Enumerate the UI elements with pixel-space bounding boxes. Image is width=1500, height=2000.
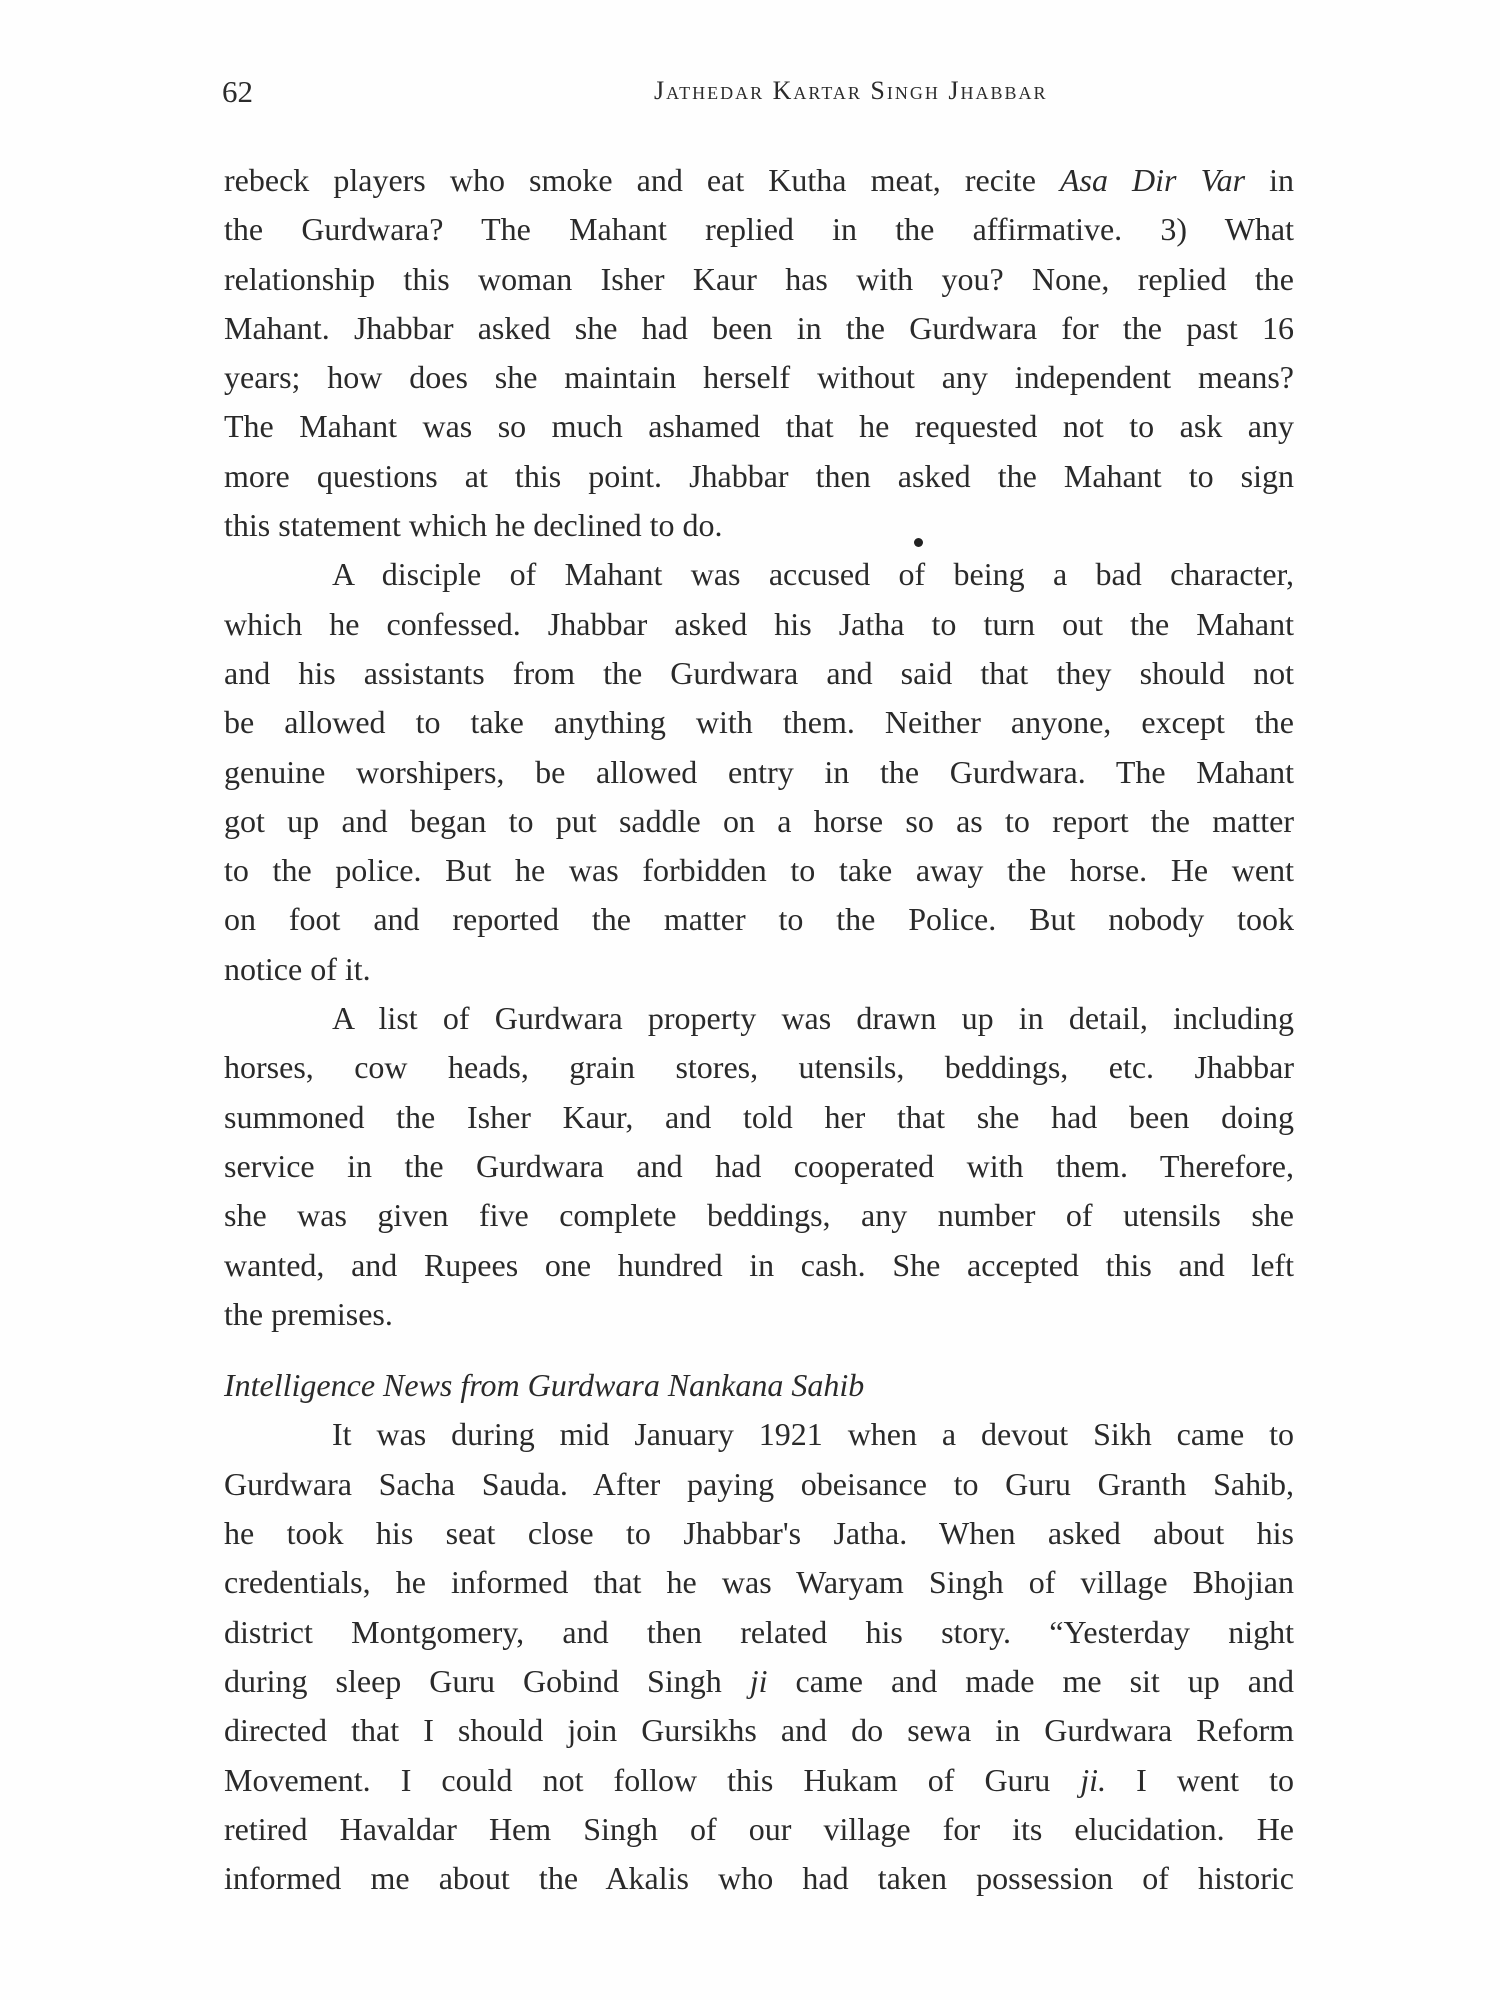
text-line [224, 1410, 1294, 1459]
text-run: years; how does she maintain herself without any independent means? [224, 359, 1294, 396]
text-line [224, 402, 1294, 451]
text-line [224, 1093, 1294, 1142]
text-line [224, 1191, 1294, 1240]
text-line [224, 1043, 1294, 1092]
text-run: in [1245, 162, 1294, 198]
text-line [224, 1558, 1294, 1607]
text-line [224, 1460, 1294, 1509]
text-line [224, 1805, 1294, 1854]
text-line [224, 649, 1294, 698]
paragraph [224, 1410, 1294, 1903]
text-line [224, 1854, 1294, 1903]
text-run: I went to [1106, 1761, 1295, 1798]
text-run: notice of it. [224, 950, 371, 987]
text-line [224, 748, 1294, 797]
paragraph [224, 994, 1294, 1339]
text-run: Mahant. Jhabbar asked she had been in the Gurdwara for the past 16 [224, 309, 1294, 346]
text-run: which he confessed. Jhabbar asked his Jatha to turn out the Mahant [224, 605, 1294, 642]
text-run: more questions at this point. Jhabbar then asked the Mahant to sign [224, 457, 1294, 494]
text-run: and his assistants from the Gurdwara and said that they should not [224, 654, 1294, 691]
text-run: genuine worshipers, be allowed entry in the Gurdwara. The Mahant [224, 753, 1294, 790]
text-line [224, 1142, 1294, 1191]
text-line [224, 895, 1294, 944]
page-number: 62 [222, 74, 253, 109]
text-line [224, 846, 1294, 895]
italic-text: ji [749, 1662, 768, 1699]
text-line [224, 994, 1294, 1043]
text-run: the Gurdwara? The Mahant replied in the affirmative. 3) What [224, 211, 1294, 248]
text-run: The Mahant was so much ashamed that he requested not to ask any [224, 408, 1294, 445]
text-run: this statement which he declined to do. [224, 507, 723, 544]
text-line [224, 600, 1294, 649]
text-run: the premises. [224, 1295, 393, 1332]
text-run: rebeck players who smoke and eat Kutha meat, recite [224, 162, 1060, 198]
body-text [224, 156, 1294, 1903]
text-line [224, 156, 1294, 205]
paragraph [224, 550, 1294, 994]
text-run: retired Havaldar Hem Singh of our village for its elucidation. He [224, 1810, 1294, 1847]
text-run: on foot and reported the matter to the Police. But nobody took [224, 901, 1294, 938]
text-line [224, 353, 1294, 402]
text-run: Movement. I could not follow this Hukam of Guru [224, 1761, 1081, 1798]
text-line [224, 501, 1294, 550]
text-line [224, 452, 1294, 501]
text-line [224, 1290, 1294, 1339]
text-line [224, 1608, 1294, 1657]
text-line [224, 1657, 1294, 1706]
text-run: district Montgomery, and then related his story. “Yesterday night [224, 1613, 1294, 1650]
text-run: It was during mid January 1921 when a devout Sikh came to [332, 1416, 1294, 1453]
text-run: came and made me sit up and [767, 1662, 1295, 1699]
paragraph [224, 156, 1294, 550]
text-run: during sleep Guru Gobind Singh [224, 1662, 750, 1699]
text-run: horses, cow heads, grain stores, utensils, beddings, etc. Jhabbar [224, 1049, 1294, 1086]
text-line [224, 205, 1294, 254]
text-line [224, 945, 1294, 994]
text-run: be allowed to take anything with them. Neither anyone, except the [224, 704, 1294, 741]
text-run: Gurdwara Sacha Sauda. After paying obeisance to Guru Granth Sahib, [224, 1465, 1294, 1502]
text-run: A list of Gurdwara property was drawn up in detail, including [332, 1000, 1294, 1037]
text-run: he took his seat close to Jhabbar's Jatha. When asked about his [224, 1515, 1294, 1552]
text-line [224, 1241, 1294, 1290]
section-heading: Intelligence News from Gurdwara Nankana Sahib [224, 1367, 865, 1404]
text-line [224, 304, 1294, 353]
text-line [224, 255, 1294, 304]
text-run: got up and began to put saddle on a horse so as to report the matter [224, 802, 1294, 839]
text-run: relationship this woman Isher Kaur has with you? None, replied the [224, 260, 1294, 297]
text-line [224, 1509, 1294, 1558]
text-run: summoned the Isher Kaur, and told her that she had been doing [224, 1098, 1294, 1135]
running-title: Jathedar Kartar Singh Jhabbar [654, 76, 1048, 105]
text-line [224, 550, 1294, 599]
text-run: to the police. But he was forbidden to take away the horse. He went [224, 852, 1294, 889]
text-line [224, 797, 1294, 846]
text-run: informed me about the Akalis who had taken possession of historic [224, 1860, 1294, 1897]
text-run: service in the Gurdwara and had cooperated with them. Therefore, [224, 1147, 1294, 1184]
text-line [224, 1706, 1294, 1755]
text-line [224, 698, 1294, 747]
text-run: credentials, he informed that he was Waryam Singh of village Bhojian [224, 1564, 1294, 1601]
italic-text: ji. [1080, 1761, 1107, 1798]
text-line [224, 1756, 1294, 1805]
text-run: wanted, and Rupees one hundred in cash. She accepted this and left [224, 1246, 1294, 1283]
page-header [222, 74, 1302, 114]
italic-text: Asa Dir Var [1059, 162, 1246, 198]
text-run: A disciple of Mahant was accused of being a bad character, [332, 556, 1294, 593]
text-run: directed that I should join Gursikhs and do sewa in Gurdwara Reform [224, 1712, 1294, 1749]
text-run: she was given five complete beddings, any number of utensils she [224, 1197, 1294, 1234]
